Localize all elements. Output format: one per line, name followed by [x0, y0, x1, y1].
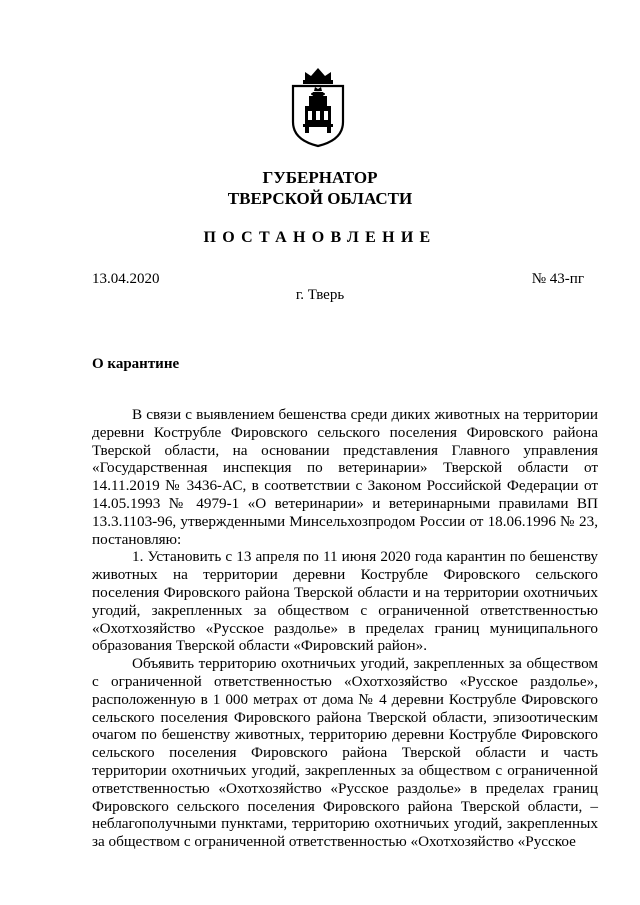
body-paragraph-1: 1. Установить с 13 апреля по 11 июня 2020 года карантин по бешенству животных на территории деревни Кострубле Фировского сельского поселения Фировского района Тверской области и на территории охотничьих угодий, закрепленных за обществом с ограниченной ответственностью «Охотхозяйство «Русское раздолье» в пределах границ муниципального образования Тверской области «Фировский район». [92, 548, 598, 655]
document-date: 13.04.2020 [92, 271, 160, 287]
document-number: № 43-пг [531, 271, 584, 287]
document-subject: О карантине [92, 356, 180, 372]
issuer-title-line1: ГУБЕРНАТОР [262, 168, 378, 187]
issuer-title-line2: ТВЕРСКОЙ ОБЛАСТИ [227, 189, 413, 208]
tver-coat-of-arms-emblem [289, 66, 347, 148]
document-body [92, 406, 598, 851]
body-paragraph-preamble: В связи с выявлением бешенства среди диких животных на территории деревни Кострубле Фировского сельского поселения Фировского района Тверской области, на основании представления Главного управления «Государственная инспекция по ветеринарии» Тверской области от 14.11.2019 № 3436-АС, в соответствии с Законом Российской Федерации от 14.05.1993 № 4979-1 «О ветеринарии» и ветеринарными правилами ВП 13.3.1103-96, утвержденными Минсельхозпродом России от 18.06.1996 № 23, постановляю: [92, 406, 598, 548]
document-type-title: ПОСТАНОВЛЕНИЕ [203, 229, 437, 246]
document-city: г. Тверь [295, 287, 345, 303]
body-paragraph-2: Объявить территорию охотничьих угодий, закрепленных за обществом с ограниченной ответственностью «Охотхозяйство «Русское раздолье», расположенную в 1 000 метрах от дома № 4 деревни Кострубле Фировского сельского поселения Фировского района Тверской области, эпизоотическим очагом по бешенству животных, территорию деревни Кострубле Фировского сельского поселения Фировского района Тверской области и часть территории охотничьих угодий, закрепленных за обществом с ограниченной ответственностью «Охотхозяйство «Русское раздолье» в пределах границ Фировского сельского поселения Фировского района Тверской области, – неблагополучными пунктами, территорию охотничьих угодий, закрепленных за обществом с ограниченной ответственностью «Охотхозяйство «Русское [92, 655, 598, 851]
